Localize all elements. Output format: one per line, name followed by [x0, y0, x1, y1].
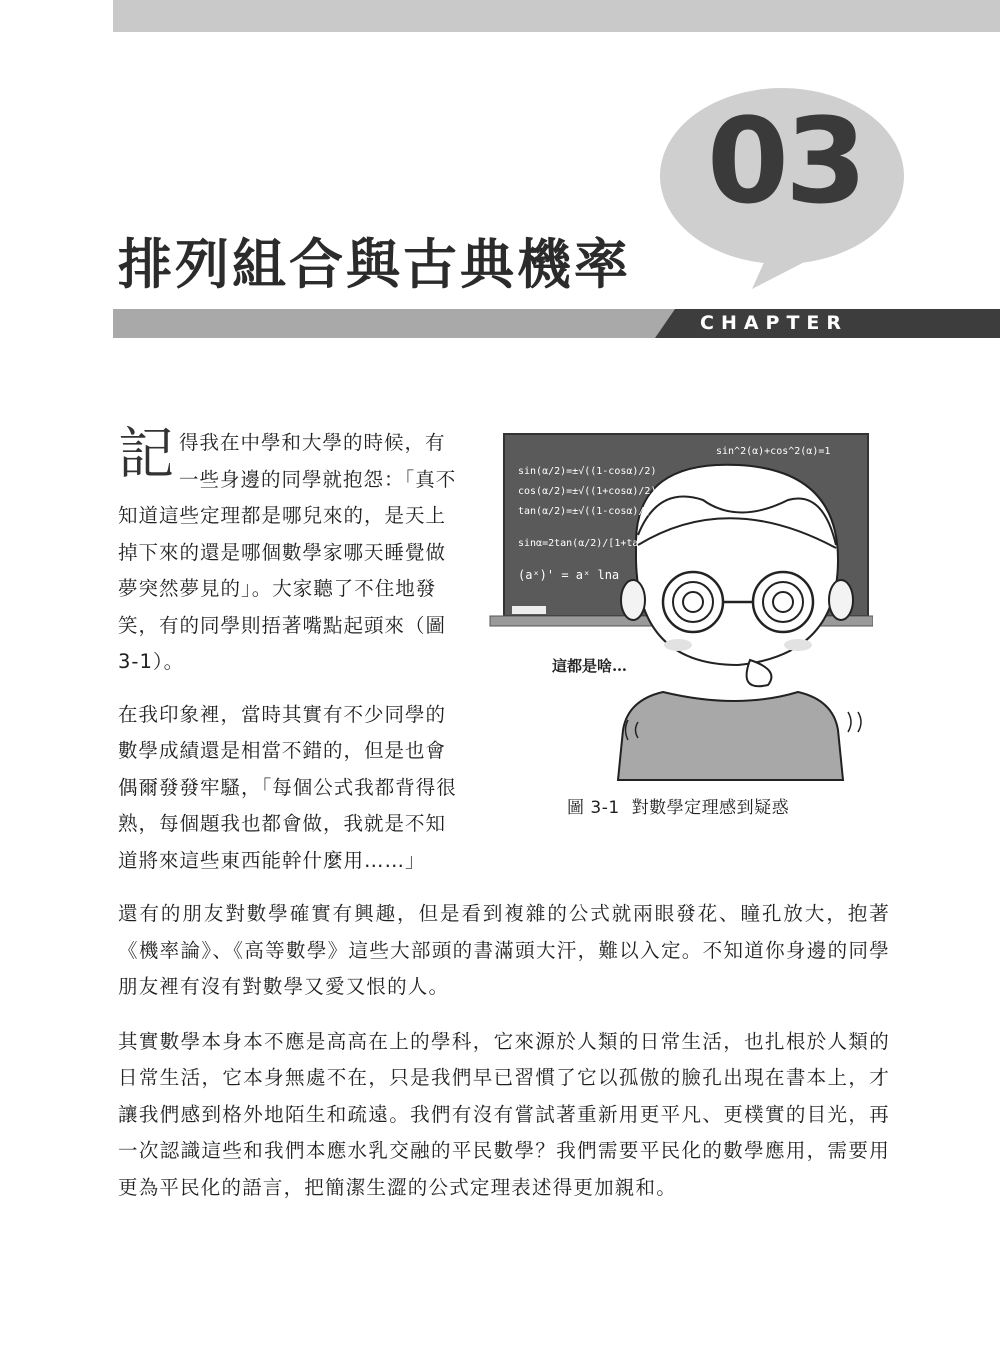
chapter-label: CHAPTER: [700, 312, 849, 334]
figure-illustration: [488, 430, 873, 790]
figure-caption: [567, 793, 867, 818]
drop-cap: 記: [118, 422, 175, 487]
body-paragraph-4: 其實數學本身本不應是高高在上的學科，它來源於人類的日常生活，也扎根於人類的日常生活，它本身無處不在，只是我們早已習慣了它以孤傲的臉孔出現在書本上，才讓我們感到格外地陌生和疏遠。我們有沒有嘗試著重新用更平凡、更樸實的目光，再一次認識這些和我們本應水乳交融的平民數學？我們需要平民化的數學應用，需要用更為平民化的語言，把簡潔生澀的公式定理表述得更加親和。: [118, 1029, 890, 1199]
intro-paragraph-1: [118, 422, 464, 681]
intro-column: [118, 422, 464, 895]
formula-5: sinα=2tan(α/2)/[1+ta: [518, 538, 639, 549]
chapter-title: 排列組合與古典機率: [118, 233, 631, 296]
formula-4: tan(α/2)=±√((1-cosα)/(: [518, 506, 651, 517]
intro-paragraph-1-text: 得我在中學和大學的時候，有一些身邊的同學就抱怨：「真不知道這些定理都是哪兒來的，是天上掉下來的還是哪個數學家哪天睡覺做夢突然夢見的」。大家聽了不住地發笑，有的同學則捂著嘴點起頭來（圖 3-1）。: [118, 431, 457, 673]
body-paragraph-3: 還有的朋友對數學確實有興趣，但是看到複雜的公式就兩眼發花、瞳孔放大，抱著《機率論》、《高等數學》這些大部頭的書滿頭大汗，難以入定。不知道你身邊的同學朋友裡有沒有對數學又愛又恨的人。: [118, 902, 890, 998]
intro-paragraph-2: 在我印象裡，當時其實有不少同學的數學成績還是相當不錯的，但是也會偶爾發發牢騷，「每個公式我都背得很熟，每個題我也都會做，我就是不知道將來這些東西能幹什麼用……」: [118, 702, 457, 872]
formula-6: (aˣ)' = aˣ lna: [518, 568, 620, 582]
chapter-number: 03: [706, 92, 864, 230]
chapter-number-bubble: [660, 84, 910, 294]
speech-text: 這都是啥…: [552, 657, 628, 675]
body-text: [118, 896, 890, 1224]
figure-caption-text: 對數學定理感到疑惑: [631, 798, 790, 818]
confused-student-illustration: [488, 430, 873, 790]
formula-3: cos(α/2)=±√((1+cosα)/2): [518, 486, 657, 497]
formula-2: sin(α/2)=±√((1-cosα)/2): [518, 466, 657, 477]
figure-number: 圖 3-1: [567, 798, 620, 818]
formula-1: sin^2(α)+cos^2(α)=1: [716, 446, 831, 457]
top-header-bar: [113, 0, 1000, 32]
